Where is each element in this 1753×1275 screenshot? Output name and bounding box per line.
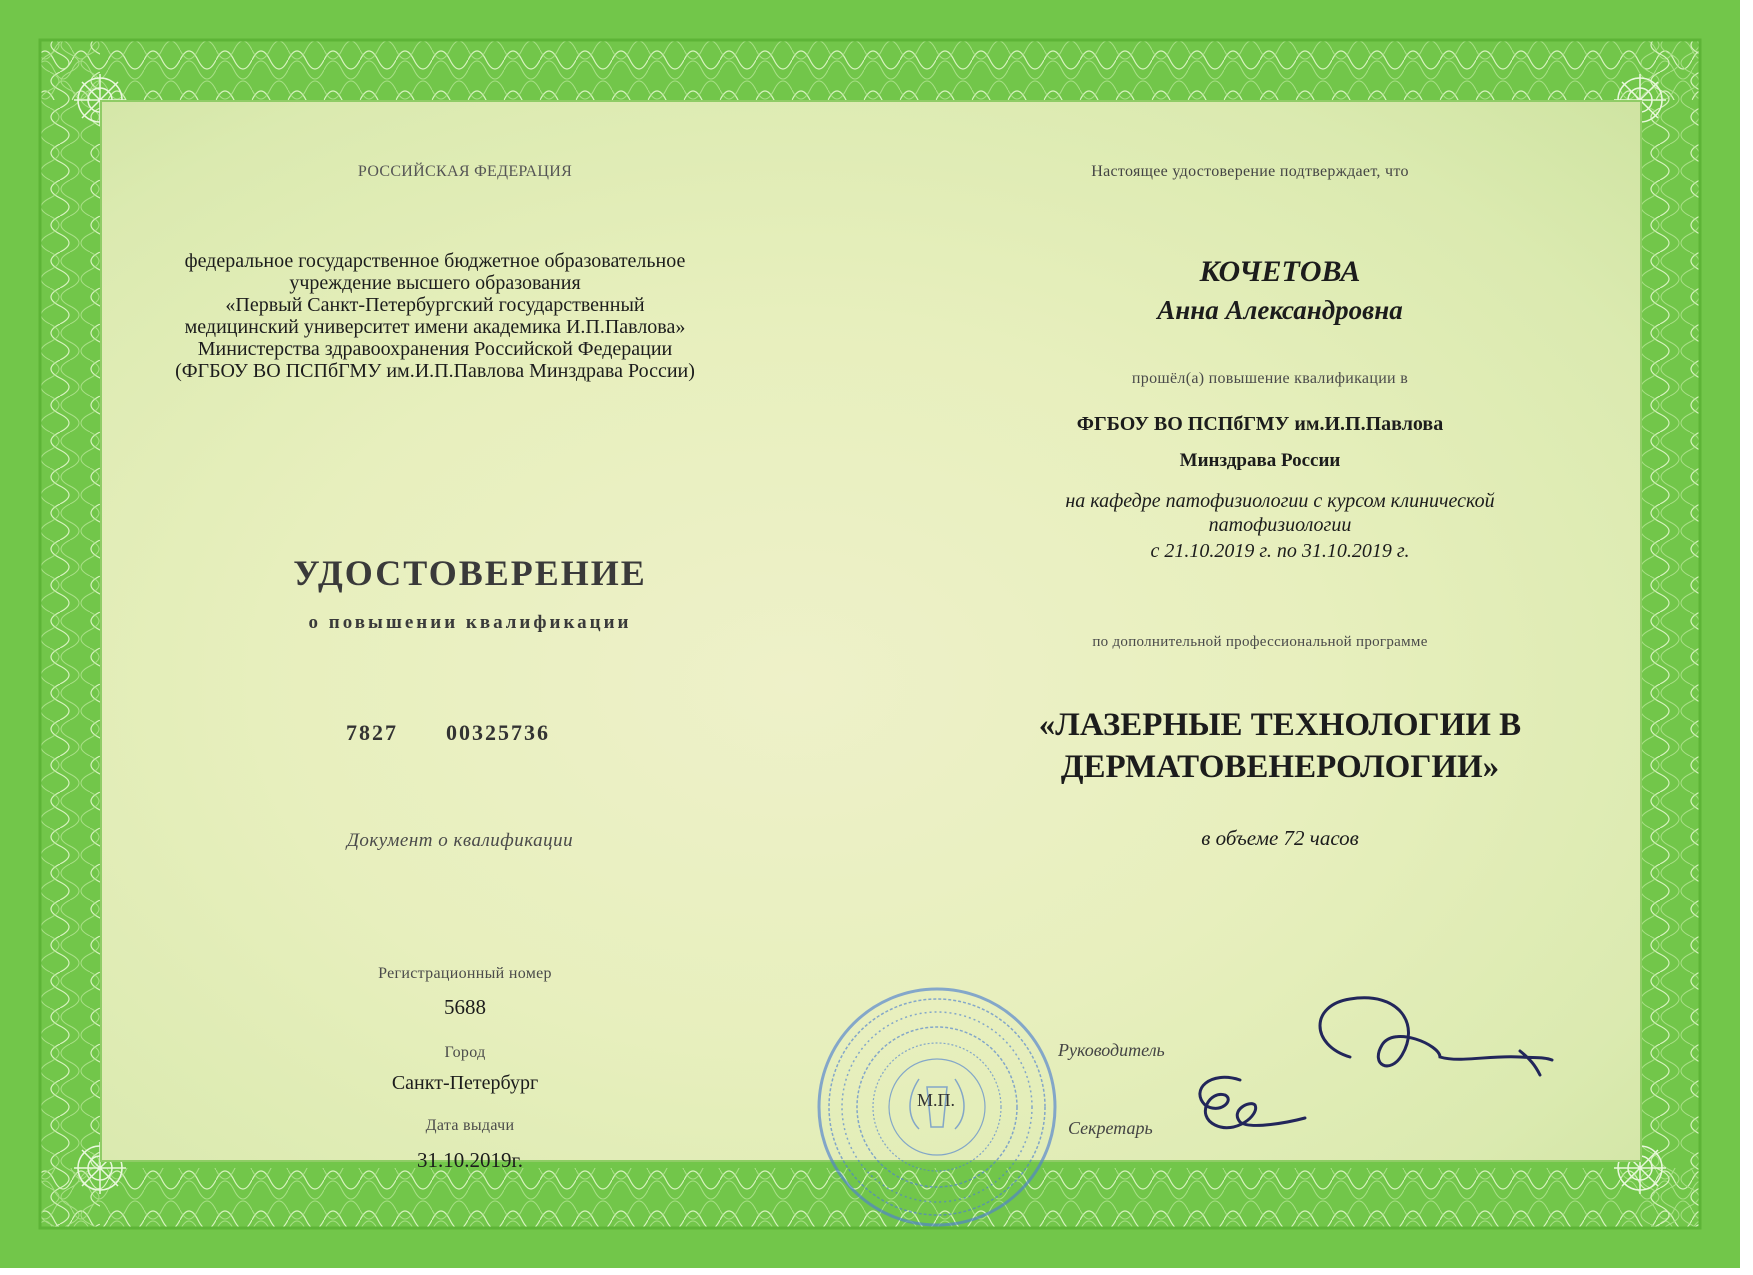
document-subtitle: о повышении квалификации xyxy=(308,612,632,633)
institution-line: учреждение высшего образования xyxy=(289,272,581,294)
institution-line: Министерства здравоохранения Российской Федерации xyxy=(197,338,673,360)
program-hours: в объеме 72 часов xyxy=(1201,826,1359,850)
issue-date-value: 31.10.2019г. xyxy=(417,1148,523,1172)
institution-line: медицинский университет имени академика И.П.Павлова» xyxy=(184,316,686,338)
training-period: с 21.10.2019 г. по 31.10.2019 г. xyxy=(1150,540,1410,562)
passed-text: прошёл(а) повышение квалификации в xyxy=(1131,370,1409,387)
document-title: УДОСТОВЕРЕНИЕ xyxy=(293,553,647,593)
issue-date-label: Дата выдачи xyxy=(425,1117,515,1134)
city-value: Санкт-Петербург xyxy=(391,1072,539,1094)
institution-line: «Первый Санкт-Петербургский государственный xyxy=(225,294,645,316)
recipient-surname: КОЧЕТОВА xyxy=(1199,255,1361,288)
head-signature-label: Руководитель xyxy=(1058,1040,1165,1060)
program-label: по дополнительной профессиональной программе xyxy=(1092,634,1428,650)
organisation-line: Минздрава России xyxy=(1179,450,1341,471)
program-title-line: ДЕРМАТОВЕНЕРОЛОГИИ» xyxy=(1060,749,1500,785)
document-series: 7827 xyxy=(346,720,398,745)
registration-label: Регистрационный номер xyxy=(378,965,552,982)
signature-secretary xyxy=(1180,1060,1320,1150)
signature-head xyxy=(1290,985,1570,1095)
seal-place-label: М.П. xyxy=(917,1090,956,1110)
registration-value: 5688 xyxy=(444,995,486,1019)
organisation-line: ФГБОУ ВО ПСПбГМУ им.И.П.Павлова xyxy=(1076,413,1444,435)
department-line: на кафедре патофизиологии с курсом клинической xyxy=(1065,490,1495,512)
institution-block xyxy=(115,250,755,382)
secretary-signature-label: Секретарь xyxy=(1068,1118,1153,1138)
country-heading: РОССИЙСКАЯ ФЕДЕРАЦИЯ xyxy=(357,163,573,180)
institution-line: (ФГБОУ ВО ПСПбГМУ им.И.П.Павлова Минздрава России) xyxy=(175,360,695,382)
program-title-line: «ЛАЗЕРНЫЕ ТЕХНОЛОГИИ В xyxy=(1038,707,1522,743)
department-line: патофизиологии xyxy=(1208,514,1352,536)
document-number: 00325736 xyxy=(446,720,550,745)
recipient-given-names: Анна Александровна xyxy=(1157,295,1403,325)
intro-text: Настоящее удостоверение подтверждает, что xyxy=(1091,163,1409,180)
institution-line: федеральное государственное бюджетное образовательное xyxy=(184,250,686,272)
document-type: Документ о квалификации xyxy=(346,830,574,851)
city-label: Город xyxy=(444,1044,486,1061)
